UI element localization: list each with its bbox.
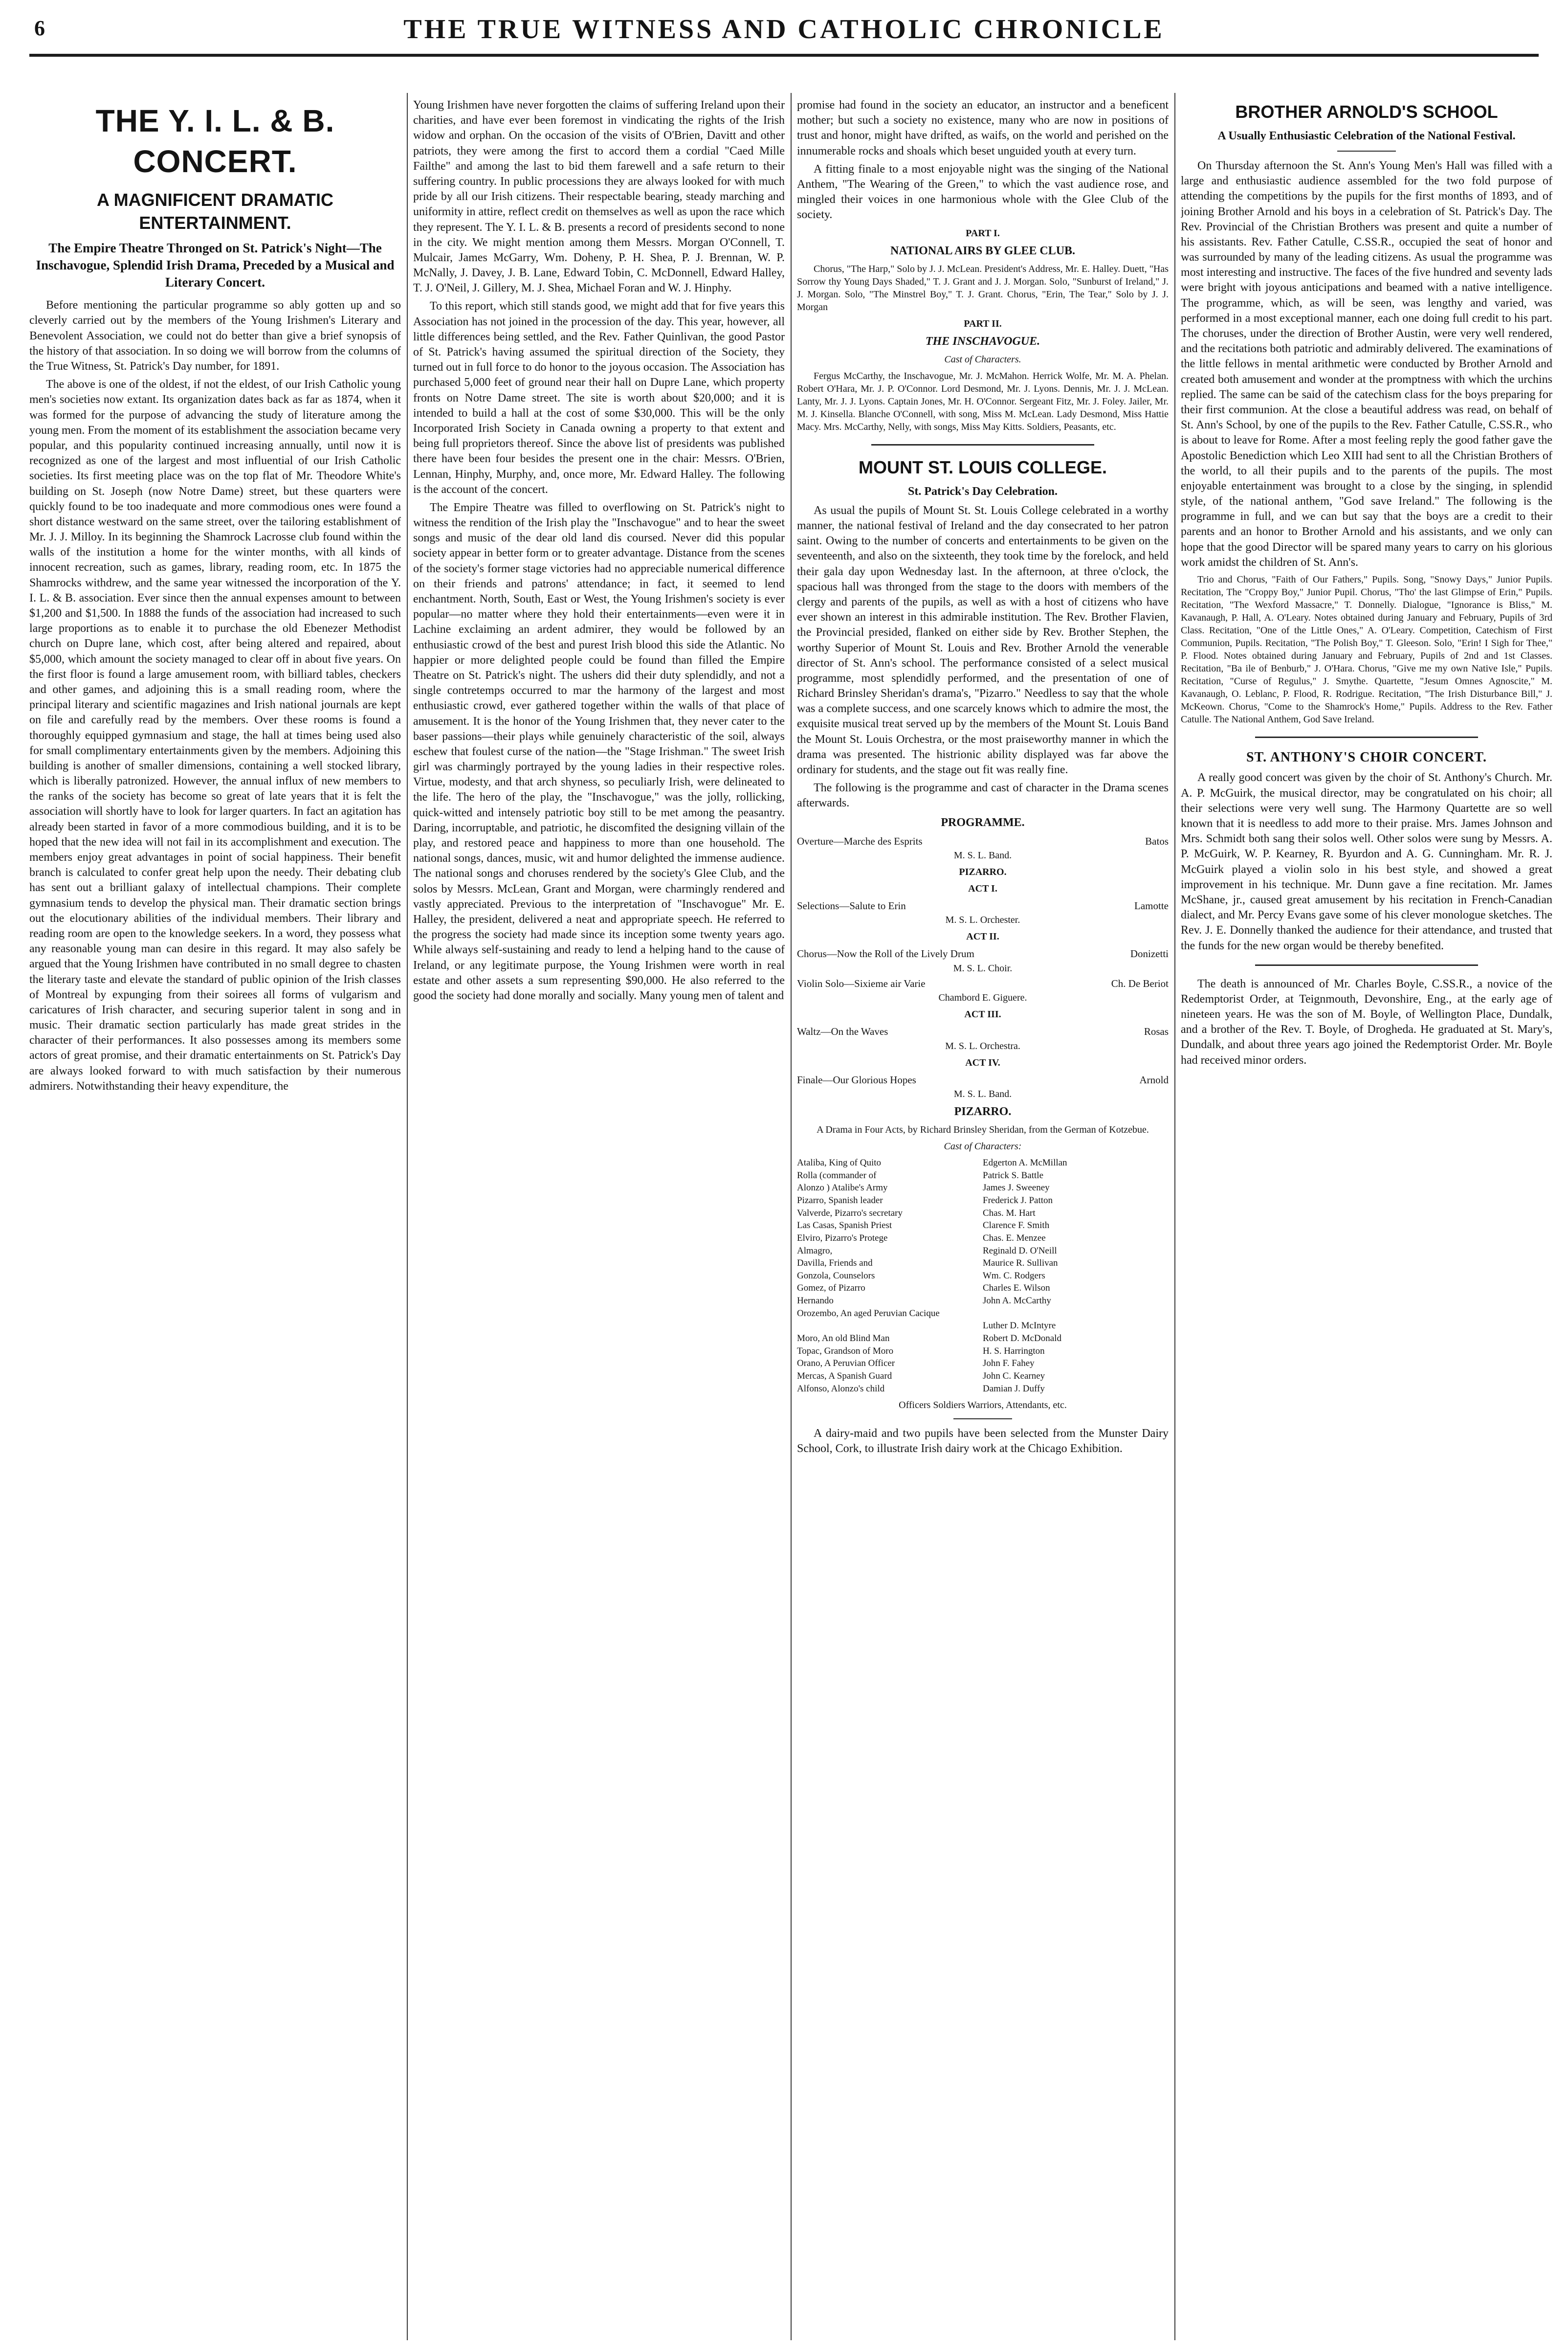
part-label: PART I. bbox=[966, 227, 1000, 239]
cast-row bbox=[797, 1169, 1169, 1182]
section-headline: BROTHER ARNOLD'S SCHOOL bbox=[1235, 102, 1498, 122]
pizarro-cast-label: Cast of Characters: bbox=[944, 1141, 1022, 1152]
section-divider bbox=[1337, 151, 1396, 152]
programme-item-composer: Lamotte bbox=[1134, 900, 1169, 912]
article-paragraph: The above is one of the oldest, if not the eldest, of our Irish Catholic young men's societies now extant. Its organization dates back as far as 1874, when it was formed for the purpose of advancing the study of literature among the young men. From the moment of its establishment the association became very popular, and this popularity continued increasing annually, until now it is recognized as one of the largest and most influential of our Irish Catholic societies. Its first meeting place was on the top flat of Mr. Theodore White's building on St. Joseph (now Notre Dame) street, but these quarters were quickly found to be too inadequate and more commodious ones were found a short distance westward on the same street, over the tailoring establishment of Mr. J. J. Milloy. In its beginning the Shamrock Lacrosse club found within the walls of the institution a home for the winter months, with all kinds of innocent recreation, such as games, library, reading room, etc. In 1875 the Shamrocks withdrew, and the same year witnessed the incorporation of the Y. I. L. & B. association. Ever since then the annual expenses amount to between $1,200 and $1,500. In 1888 the funds of the association had increased to such large proportions as to enable it to purchase the old Ebenezer Methodist church on Dupre lane, which cost, after being altered and repaired, about $5,000, which amount the society managed to clear off in about five years. On the first floor is found a large amusement room, with billiard tables, checkers and other games, and adjoining this is a small reading room, where the principal literary and scientific magazines and Irish national journals are kept on file and carefully read by the members. Over these rooms is found a thoroughly equipped gymnasium and stage, the hall at times being used also for small complimentary entertainments given by the members. Adjoining this building is another of smaller dimensions, containing a well stocked library, which is liberally patronized. However, the annual influx of new members to the ranks of the society has become so great of late years that it is felt the association will shortly have to look for larger quarters. In fact an agitation has already been started in favor of a more commodious building, and it is to be hoped that the new idea will not fail in its accomplishment and execution. The members enjoy great advantages in point of social happiness. Their benefit branch is calculated to confer great help upon the needy. Their debating club has sent out a brilliant galaxy of intellectual champions. Their complete gymnasium tends to develop the physical man. Their dramatic section brings out the elocutionary abilities of the individual members. Their library and reading room are open to the knowledge seekers. In a word, they possess what any reasonable young man can desire in this regard. It may also safely be argued that the Young Irishmen have contributed in no small degree to chasten the literary taste and elevate the standard of public opinion of the Irish classes of Montreal by expunging from their soirees all forms of vulgarism and caricatures of Irish character, and securing superior talent in song and in music. Their dramatic section particularly has made great strides in the character of their performances. It also possesses among its members some actors of great promise, and their dramatic entertainments on St. Patrick's Day are always looked forward to with much satisfaction by their numerous admirers. Notwithstanding their heavy expenditure, the bbox=[29, 378, 401, 1093]
article-paragraph: A fitting finale to a most enjoyable night was the singing of the National Anthem, "The Wearing of the Green," to which the vast audience rose, and mingled their voices in one harmonious whole with the Glee Club of the society. bbox=[797, 162, 1169, 222]
programme-performer: M. S. L. Orchestra. bbox=[945, 1040, 1020, 1052]
programme-list bbox=[797, 834, 1169, 1100]
cast-actor: Maurice R. Sullivan bbox=[983, 1258, 1058, 1269]
programme-heading: ACT II. bbox=[966, 931, 999, 942]
cast-row bbox=[797, 1219, 1169, 1232]
section-subhead: A Usually Enthusiastic Celebration of the National Festival. bbox=[1217, 129, 1516, 142]
page-number: 6 bbox=[34, 16, 45, 40]
cast-row bbox=[797, 1245, 1169, 1257]
cast-actor bbox=[983, 1307, 1169, 1320]
programme-item bbox=[797, 947, 1169, 961]
cast-actor: Chas. M. Hart bbox=[983, 1208, 1036, 1218]
programme-item-title: Overture—Marche des Esprits bbox=[797, 835, 923, 847]
cast-list: Fergus McCarthy, the Inschavogue, Mr. J. McMahon. Herrick Wolfe, Mr. M. A. Phelan. Robert O'Hara, Mr. J. P. O'Connor. Lord Desmond, Mr. J. Lyons. Dennis, Mr. J. J. McLean. Lanty, Mr. J. J. Lyons. Captain Jones, Mr. H. O'Connor. Sergeant Fitz, Mr. J. Foley. Jailer, Mr. M. J. Kinsella. Blanche O'Connell, with song, Miss M. McLean. Lady Desmond, Miss Hattie Macy. Mrs. McCarthy, Nelly, with songs, Miss May Kitts. Soldiers, Peasants, etc. bbox=[797, 370, 1169, 432]
masthead bbox=[29, 12, 1539, 57]
section-headline: MOUNT ST. LOUIS COLLEGE. bbox=[858, 457, 1107, 477]
cast-actor: Chas. E. Menzee bbox=[983, 1232, 1046, 1243]
programme-performer: M. S. L. Band. bbox=[953, 1088, 1012, 1099]
programme-item bbox=[797, 1073, 1169, 1087]
programme-item-title: Selections—Salute to Erin bbox=[797, 900, 906, 912]
programme-heading: PIZARRO. bbox=[959, 867, 1007, 878]
column-3 bbox=[797, 98, 1169, 2340]
programme-item bbox=[797, 834, 1169, 848]
cast-row bbox=[797, 1307, 1169, 1320]
cast-row bbox=[797, 1295, 1169, 1307]
cast-actor: John C. Kearney bbox=[983, 1370, 1045, 1381]
cast-role: Elviro, Pizarro's Protege bbox=[797, 1232, 888, 1243]
programme-item-title: Finale—Our Glorious Hopes bbox=[797, 1074, 916, 1086]
programme-text: Trio and Chorus, "Faith of Our Fathers," Pupils. Song, "Snowy Days," Junior Pupils. Recitation, The "Croppy Boy," Junior Pupil. Chorus, "Tho' the last Glimpse of Erin," Pupils. Recitation, "The Wexford Massacre," T. Donnelly. Dialogue, "Ignorance is Bliss," M. Kavanaugh, P. Hall, A. O'Leary. Notes obtained during January and February, Pupils of 3rd Class. Recitation, "One of the Little Ones," A. O'Leary. Competition, Catechism of First Communion, Pupils. Recitation, "The Polish Boy," T. Gleeson. Solo, "Erin! I Sigh for Thee," P. Flood. Notes obtained during January and February, Pupils of 2nd and 1st Classes. Recitation, "Ba ile of Benburb," J. O'Hara. Chorus, "Give me my own Native Isle," Pupils. Recitation, "Curse of Regulus," J. Smythe. Quartette, "Jesum Omnes Agnoscite," M. Kavanaugh, O. Leblanc, P. Flood, R. Rodrigue. Recitation, "The Irish Disturbance Bill," J. McKeown. Chorus, "Come to the Shamrock's Home," Pupils. Address to the Rev. Father Catulle. The National Anthem, God Save Ireland. bbox=[1181, 574, 1552, 725]
programme-heading: ACT IV. bbox=[965, 1057, 1000, 1068]
cast-label: Cast of Characters. bbox=[944, 354, 1021, 365]
cast-row bbox=[797, 1345, 1169, 1358]
cast-role: Gonzola, Counselors bbox=[797, 1270, 875, 1281]
programme-label: PROGRAMME. bbox=[941, 816, 1025, 829]
cast-actor: Wm. C. Rodgers bbox=[983, 1270, 1045, 1281]
cast-row bbox=[797, 1370, 1169, 1383]
programme-performer: M. S. L. Band. bbox=[953, 850, 1012, 861]
programme-item-composer: Ch. De Beriot bbox=[1111, 977, 1169, 989]
programme-item-composer: Batos bbox=[1145, 835, 1169, 847]
programme-item-composer: Rosas bbox=[1144, 1026, 1169, 1038]
section-subhead: St. Patrick's Day Celebration. bbox=[908, 485, 1058, 498]
section-divider bbox=[1255, 964, 1478, 966]
cast-actor: H. S. Harrington bbox=[983, 1345, 1045, 1356]
article-deck: The Empire Theatre Thronged on St. Patrick's Night—The Inschavogue, Splendid Irish Drama, Preceded by a Musical and Literary Concert. bbox=[36, 240, 395, 290]
section-headline: ST. ANTHONY'S CHOIR CONCERT. bbox=[1246, 750, 1487, 765]
programme-heading: ACT III. bbox=[964, 1009, 1001, 1020]
cast-role: Las Casas, Spanish Priest bbox=[797, 1220, 892, 1231]
cast-actor: John A. McCarthy bbox=[983, 1296, 1051, 1306]
programme-performer: M. S. L. Choir. bbox=[953, 962, 1013, 974]
cast-actor: Clarence F. Smith bbox=[983, 1220, 1050, 1231]
cast-actor: Patrick S. Battle bbox=[983, 1170, 1044, 1181]
article-paragraph: Young Irishmen have never forgotten the claims of suffering Ireland upon their charities, and have ever been foremost in vindicating the rights of the Irish widow and orphan. On the occasion of the visits of O'Brien, Davitt and other patriots, they were among the first to accord them a cordial "Caed Mille Failthe" and among the last to bid them farewell and a safe return to their suffering country. In public processions they are always looked for with much pride by all our Irish citizens. Their respectable bearing, steady marching and uniformity in attire, reflect credit on themselves as well as upon the race which they represent. The Y. I. L. & B. presents a record of presidents second to none in the city. We might mention among them Messrs. Morgan O'Connell, T. Mulcair, James McGarry, Wm. Doheny, P. H. Shea, P. J. Brennan, W. P. McNally, J. Davey, J. B. Lane, Edward Tobin, C. McDonnell, Edward Halley, T. J. O'Neil, J. Gillery, M. J. Shea, Michael Foran and W. J. Hinphy. bbox=[413, 99, 785, 295]
column-1 bbox=[29, 98, 401, 2340]
cast-role: Moro, An old Blind Man bbox=[797, 1333, 890, 1344]
cast-role: Almagro, bbox=[797, 1245, 833, 1256]
columns bbox=[29, 98, 1552, 2340]
cast-role: Ataliba, King of Quito bbox=[797, 1158, 882, 1168]
programme-item bbox=[797, 977, 1169, 990]
article-paragraph: To this report, which still stands good, we might add that for five years this Association has not joined in the procession of the day. This year, however, all little differences being settled, and the Rev. Father Quinlivan, the good Pastor of St. Patrick's having assumed the spiritual direction of the Society, they turned out in full force to do honor to the joyous occasion. The Association has purchased 5,000 feet of ground near their hall on Dupre Lane, which property fronts on Notre Dame street. The site is worth about $20,000; and it is intended to build a hall at the cost of some $30,000. This will be the only Incorporated Irish Society in Canada owning a property to that extent and being full proprietors thereof. Since the above list of presidents was published there have been four besides the present one in the chair: Messrs. O'Brien, Lennan, Hinphy, Murphy, and, once more, Mr. Edward Halley. The following is the account of the concert. bbox=[413, 300, 785, 496]
article-headline: THE Y. I. L. & B. CONCERT. bbox=[95, 103, 335, 179]
cast-actor: Luther D. McIntyre bbox=[983, 1320, 1056, 1331]
cast-row bbox=[797, 1282, 1169, 1295]
article-paragraph: Before mentioning the particular programme so ably gotten up and so cleverly carried out by the members of the Young Irishmen's Literary and Benevolent Association, we could not do better than give a brief synopsis of the history of that association. In so doing we will borrow from the columns of the True Witness, St. Patrick's Day number, for 1891. bbox=[29, 299, 401, 373]
part-title: NATIONAL AIRS BY GLEE CLUB. bbox=[890, 244, 1076, 257]
part-programme: Chorus, "The Harp," Solo by J. J. McLean. President's Address, Mr. E. Halley. Duett, "Has Sorrow thy Young Days Shaded," T. J. Grant and J. J. Morgan. Solo, "Sunburst of Ireland," J. J. Morgan. Solo, "The Minstrel Boy," T. J. Grant. Chorus, "Erin, The Tear," Solo by J. J. Morgan bbox=[797, 263, 1169, 313]
programme-item-title: Violin Solo—Sixieme air Varie bbox=[797, 977, 926, 989]
cast-role: Topac, Grandson of Moro bbox=[797, 1345, 894, 1356]
cast-row bbox=[797, 1270, 1169, 1282]
pizarro-label: PIZARRO. bbox=[954, 1105, 1012, 1118]
cast-row bbox=[797, 1383, 1169, 1395]
cast-role: Davilla, Friends and bbox=[797, 1258, 873, 1269]
cast-actor: Frederick J. Patton bbox=[983, 1195, 1053, 1206]
cast-row bbox=[797, 1257, 1169, 1270]
article-paragraph: A really good concert was given by the choir of St. Anthony's Church. Mr. A. P. McGuirk, the musical director, may be congratulated on his choir; all their selections were very well sung. The Harmony Quartette are so well known that it is needless to add more to their praise. Mrs. James Johnson and Mrs. Schmidt both sang their solos well. Other solos were sung by Messrs. A. P. McGuirk, W. P. Kearney, R. Byurdon and A. G. Cunningham. Mr. R. J. McGuirk played a violin solo in his best style, and showed a great improvement in his technique. Mr. Dunn gave a fine recitation. Mr. James McShane, jr., caused great amusement by his recitation in French-Canadian dialect, and Mr. Percy Evans gave some of his clever monologue sketches. The Rev. J. E. Donnelly thanked the audience for their attendance, and trusted that the funds for the new organ would be thereby benefited. bbox=[1181, 771, 1552, 952]
cast-role: Gomez, of Pizarro bbox=[797, 1283, 865, 1294]
cast-row bbox=[797, 1157, 1169, 1169]
column-2 bbox=[413, 98, 785, 2340]
programme-heading: ACT I. bbox=[968, 883, 997, 895]
article-paragraph: On Thursday afternoon the St. Ann's Young Men's Hall was filled with a large and enthusiastic audience assembled for the two fold purpose of attending the competitions by the pupils for the first months of 1893, and of joining Brother Arnold and his boys in a celebration of St. Patrick's Day. The Rev. Provincial of the Christian Brothers was present and quite a number of his assistants. Rev. Father Catulle, C.SS.R., occupied the seat of honor and was surrounded by many of the leading citizens. As usual the programme was most interesting and instructive. The faces of the five hundred and seventy lads were bright with joyous anticipations and beamed with a native intelligence. The programme, which, as will be seen, was lengthy and varied, was performed in a most exceptional manner, each one doing full credit to his part. The choruses, under the direction of Brother Austin, were very well rendered, and the recitations both patriotic and admirably delivered. The examinations of the little fellows in mental arithmetic were conducted by Brother Arnold and created both amusement and wonder at the promptness with which the urchins replied. The same can be said of the catechism class for the boys preparing for their first communion. At the close a beautiful address was read, on behalf of St. Ann's School, by one of the pupils to the Rev. Father Catulle, C.SS.R., who is about to leave for Rome. After a most feeling reply the good father gave the Apostolic Benediction which Leo XIII had sent to all the Christian Brothers of the world, to all their pupils and to the parents of the pupils. The most enjoyable entertainment was brought to a close by the singing, in splendid style, of the national anthem, "God save Ireland." The following is the programme in full, and we can but say that the boys are a credit to their parents and an honor to Brother Arnold and his assistants, and we only can hope that the good Director will be spared many years to carry on his glorious work amidst the children of St. Ann's. bbox=[1181, 159, 1552, 569]
cast-row bbox=[797, 1182, 1169, 1194]
cast-row bbox=[797, 1232, 1169, 1245]
cast-row bbox=[797, 1207, 1169, 1220]
cast-row bbox=[797, 1332, 1169, 1345]
programme-item bbox=[797, 899, 1169, 913]
cast-role: Valverde, Pizarro's secretary bbox=[797, 1208, 903, 1218]
article-subhead: A MAGNIFICENT DRAMATIC ENTERTAINMENT. bbox=[97, 190, 333, 233]
cast-actor: Edgerton A. McMillan bbox=[983, 1158, 1067, 1168]
cast-actor: Charles E. Wilson bbox=[983, 1283, 1050, 1294]
cast-role bbox=[797, 1320, 983, 1332]
programme-item-title: Waltz—On the Waves bbox=[797, 1026, 888, 1038]
cast-role: Pizarro, Spanish leader bbox=[797, 1195, 883, 1206]
cast-actor: Reginald D. O'Neill bbox=[983, 1245, 1057, 1256]
pizarro-cast bbox=[797, 1157, 1169, 1395]
programme-item-title: Chorus—Now the Roll of the Lively Drum bbox=[797, 948, 974, 960]
cast-role: Alonzo ) Atalibe's Army bbox=[797, 1183, 888, 1193]
programme-item-composer: Donizetti bbox=[1130, 948, 1169, 960]
cast-actor: John F. Fahey bbox=[983, 1358, 1035, 1369]
section-divider bbox=[1255, 737, 1478, 738]
cast-row bbox=[797, 1194, 1169, 1207]
article-paragraph: A dairy-maid and two pupils have been selected from the Munster Dairy School, Cork, to illustrate Irish dairy work at the Chicago Exhibition. bbox=[797, 1427, 1169, 1455]
article-paragraph: The death is announced of Mr. Charles Boyle, C.SS.R., a novice of the Redemptorist Order, at Teignmouth, Devonshire, Eng., at the early age of nineteen years. He was the son of M. Boyle, of Wellington Place, Dundalk, and a brother of the Rev. T. Boyle, of Drogheda. He graduated at St. Mary's, Dundalk, and about three years ago joined the Redemptorist Order. Mr. Boyle had received minor orders. bbox=[1181, 977, 1552, 1067]
cast-role: Hernando bbox=[797, 1296, 834, 1306]
article-paragraph: The following is the programme and cast of character in the Drama scenes afterwards. bbox=[797, 782, 1169, 810]
pizarro-cast-footer: Officers Soldiers Warriors, Attendants, etc. bbox=[899, 1400, 1067, 1411]
article-paragraph: As usual the pupils of Mount St. St. Louis College celebrated in a worthy manner, the national festival of Ireland and the day consecrated to her patron saint. Owing to the number of concerts and entertainments to be given on the seventeenth, and also on the sixteenth, they took time by the forelock, and held their gala day upon Wednesday last. In the afternoon, at three o'clock, the spacious hall was thronged from the stage to the doors with members of the clergy and parents of the pupils, as well as with a host of citizens who have ever shown an interest in this admirable institution. The Rev. Brother Flavien, the Provincial presided, flanked on either side by Rev. Brother Stephen, the worthy Superior of Mount St. Louis and Rev. Brother Arnold the venerable director of St. Ann's school. The performance consisted of a select musical programme, most splendidly performed, and the presentation of one of Richard Brinsley Sheridan's drama's, "Pizarro." Needless to say that the whole was a complete success, and one scarcely knows which to admire the most, the exquisite musical treat served up by the members of the Mount St. Louis Band the Mount St. Louis Orchestra, or the most praiseworthy manner in which the drama was presented. The histrionic ability displayed was far above the ordinary for students, and the stage out fit was really fine. bbox=[797, 504, 1169, 777]
part-title: THE INSCHAVOGUE. bbox=[925, 335, 1040, 348]
section-divider bbox=[953, 1418, 1012, 1419]
part-label: PART II. bbox=[964, 318, 1002, 329]
pizarro-desc: A Drama in Four Acts, by Richard Brinsley Sheridan, from the German of Kotzebue. bbox=[817, 1124, 1149, 1136]
cast-row bbox=[797, 1357, 1169, 1370]
cast-role: Orozembo, An aged Peruvian Cacique bbox=[797, 1308, 940, 1319]
cast-actor: James J. Sweeney bbox=[983, 1183, 1050, 1193]
article-paragraph: The Empire Theatre was filled to overflowing on St. Patrick's night to witness the rendition of the Irish play the "Inschavogue" and to hear the sweet songs and music of the dear old land dis coursed. Never did this popular society appear in better form or to greater advantage. Distance from the scenes of the society's former stage victories had no appreciable numerical difference on their friends and patrons' attendance; in fact, it seemed to lend enchantment. North, South, East or West, the Young Irishmen's society is ever popular—no matter where they hold their entertainments—even were it in Lachine exclaiming an ardent admirer, they would be followed by an enthusiastic crowd of the best and purest Irish blood this side the Atlantic. No happier or more delighted people could be found than filled the Empire Theatre on St. Patrick's night. The ushers did their duty splendidly, and not a single contretemps occurred to mar the harmony of the largest and most enthusiastic crowd, ever gathered together within the walls of that place of amusement. It is the honor of the Young Irishmen that, they never cater to the baser passions—their plays while genuinely characteristic of the soil, always eschew that foulest curse of the nation—the "Stage Irishman." The sweet Irish girl was charmingly portrayed by the young ladies in their respective roles. Virtue, modesty, and that arch shyness, so peculiarly Irish, were delineated to the life. The hero of the play, the "Inschavogue," was the jolly, rollicking, quick-witted and intensely patriotic boy still to be met among the peasantry. Daring, incorruptable, and patriotic, he discomfited the designing villain of the play, and restored peace and happiness to more than one household. The national songs, dances, music, wit and humor delighted the immense audience. The national songs and choruses rendered by the society's Glee Club, and the solos by Messrs. McLean, Grant and Morgan, were charmingly rendered and vastly appreciated. Previous to the interpretation of "Inschavogue" Mr. E. Halley, the president, delivered a neat and appropriate speech. He referred to the progress the society had made since its inception some twenty years ago. While always self-sustaining and ready to lend a helping hand to the cause of Ireland, or any legitimate purpose, the Young Irishmen were worth in real estate and other assets a sum representing $90,000. He also referred to the good the society had done morally and socially. Many young men of talent and bbox=[413, 501, 785, 1002]
programme-item-composer: Arnold bbox=[1139, 1074, 1169, 1086]
programme-performer: M. S. L. Orchester. bbox=[945, 915, 1020, 926]
cast-row bbox=[797, 1320, 1169, 1332]
cast-role: Mercas, A Spanish Guard bbox=[797, 1370, 892, 1381]
cast-role: Alfonso, Alonzo's child bbox=[797, 1383, 885, 1394]
column-4 bbox=[1181, 98, 1552, 2340]
cast-role: Rolla (commander of bbox=[797, 1170, 877, 1181]
section-divider bbox=[871, 444, 1094, 446]
cast-role: Orano, A Peruvian Officer bbox=[797, 1358, 895, 1369]
article-paragraph: promise had found in the society an educator, an instructor and a beneficent mother; but such a society no existence, many who are now in positions of trust and honor, might have drifted, as waifs, on the world and perished on the innumerable rocks and shoals which beset unguided youth at every turn. bbox=[797, 99, 1169, 157]
programme-performer: Chambord E. Giguere. bbox=[938, 992, 1027, 1004]
cast-actor: Damian J. Duffy bbox=[983, 1383, 1045, 1394]
programme-item bbox=[797, 1025, 1169, 1038]
paper-title: THE TRUE WITNESS AND CATHOLIC CHRONICLE bbox=[403, 14, 1165, 45]
cast-actor: Robert D. McDonald bbox=[983, 1333, 1061, 1344]
